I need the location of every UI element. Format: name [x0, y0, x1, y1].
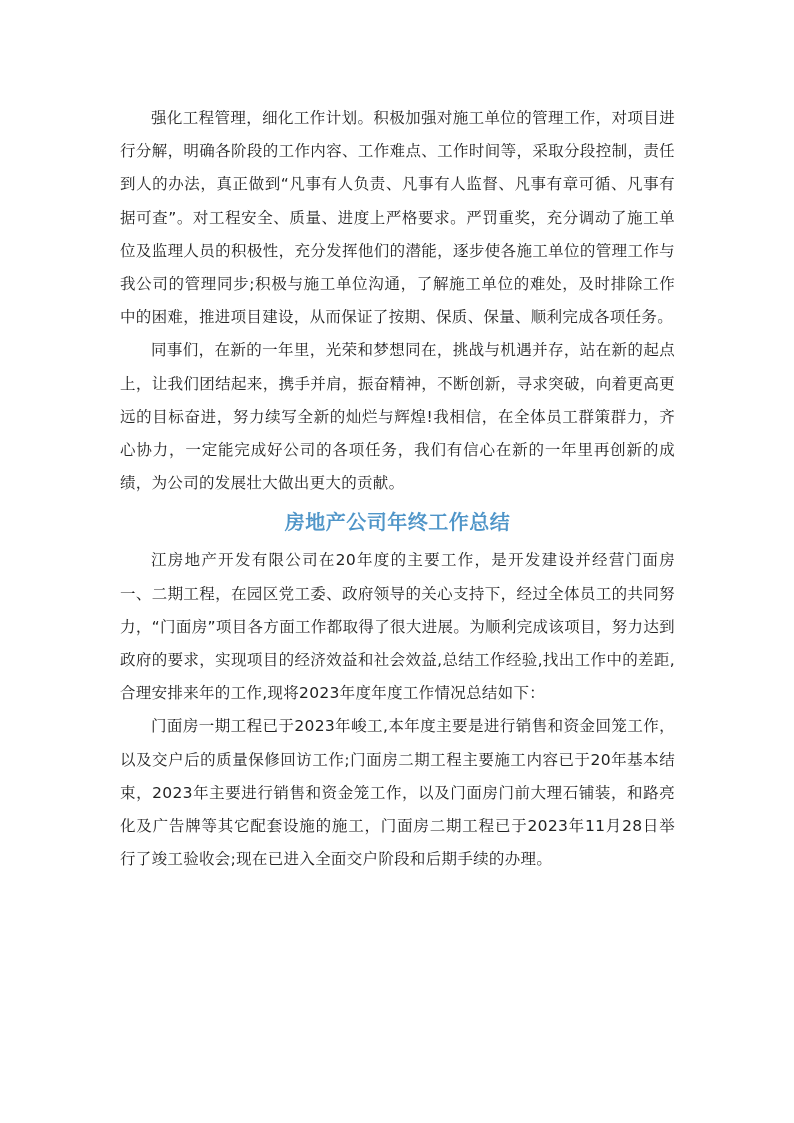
paragraph-project-phases: 门面房一期工程已于2023年峻工,本年度主要是进行销售和资金回笼工作，以及交户后的质量保修回访工作;门面房二期工程主要施工内容已于20年基本结束，2023年主要进行销售和资金笼工作，以及门面房门前大理石铺装，和路亮化及广告牌等其它配套设施的施工，门面房二期工程已于2023年11月28日举行了竣工验收会;现在已进入全面交户阶段和后期手续的办理。 [120, 717, 675, 869]
paragraph-company-overview: 江房地产开发有限公司在20年度的主要工作，是开发建设并经营门面房一、二期工程，在园区党工委、政府领导的关心支持下，经过全体员工的共同努力，“门面房”项目各方面工作都取得了很大进展。为顺利完成该项目，努力达到政府的要求，实现项目的经济效益和社会效益,总结工作经验,找出工作中的差距,合理安排来年的工作,现将2023年度年度工作情况总结如下： [120, 551, 675, 703]
document-body [120, 102, 675, 876]
paragraph-new-year-message: 同事们，在新的一年里，光荣和梦想同在，挑战与机遇并存，站在新的起点上，让我们团结起来，携手并肩，振奋精神，不断创新，寻求突破，向着更高更远的目标奋进，努力续写全新的灿烂与辉煌!我相信，在全体员工群策群力，齐心协力，一定能完成好公司的各项任务，我们有信心在新的一年里再创新的成绩，为公司的发展壮大做出更大的贡献。 [120, 341, 675, 493]
paragraph-engineering-management: 强化工程管理，细化工作计划。积极加强对施工单位的管理工作，对项目进行分解，明确各阶段的工作内容、工作难点、工作时间等，采取分段控制，责任到人的办法，真正做到“凡事有人负责、凡事有人监督、凡事有章可循、凡事有据可查”。对工程安全、质量、进度上严格要求。严罚重奖，充分调动了施工单位及监理人员的积极性，充分发挥他们的潜能，逐步使各施工单位的管理工作与我公司的管理同步;积极与施工单位沟通，了解施工单位的难处，及时排除工作中的困难，推进项目建设，从而保证了按期、保质、保量、顺利完成各项任务。 [120, 109, 675, 327]
section-title: 房地产公司年终工作总结 [284, 510, 511, 535]
